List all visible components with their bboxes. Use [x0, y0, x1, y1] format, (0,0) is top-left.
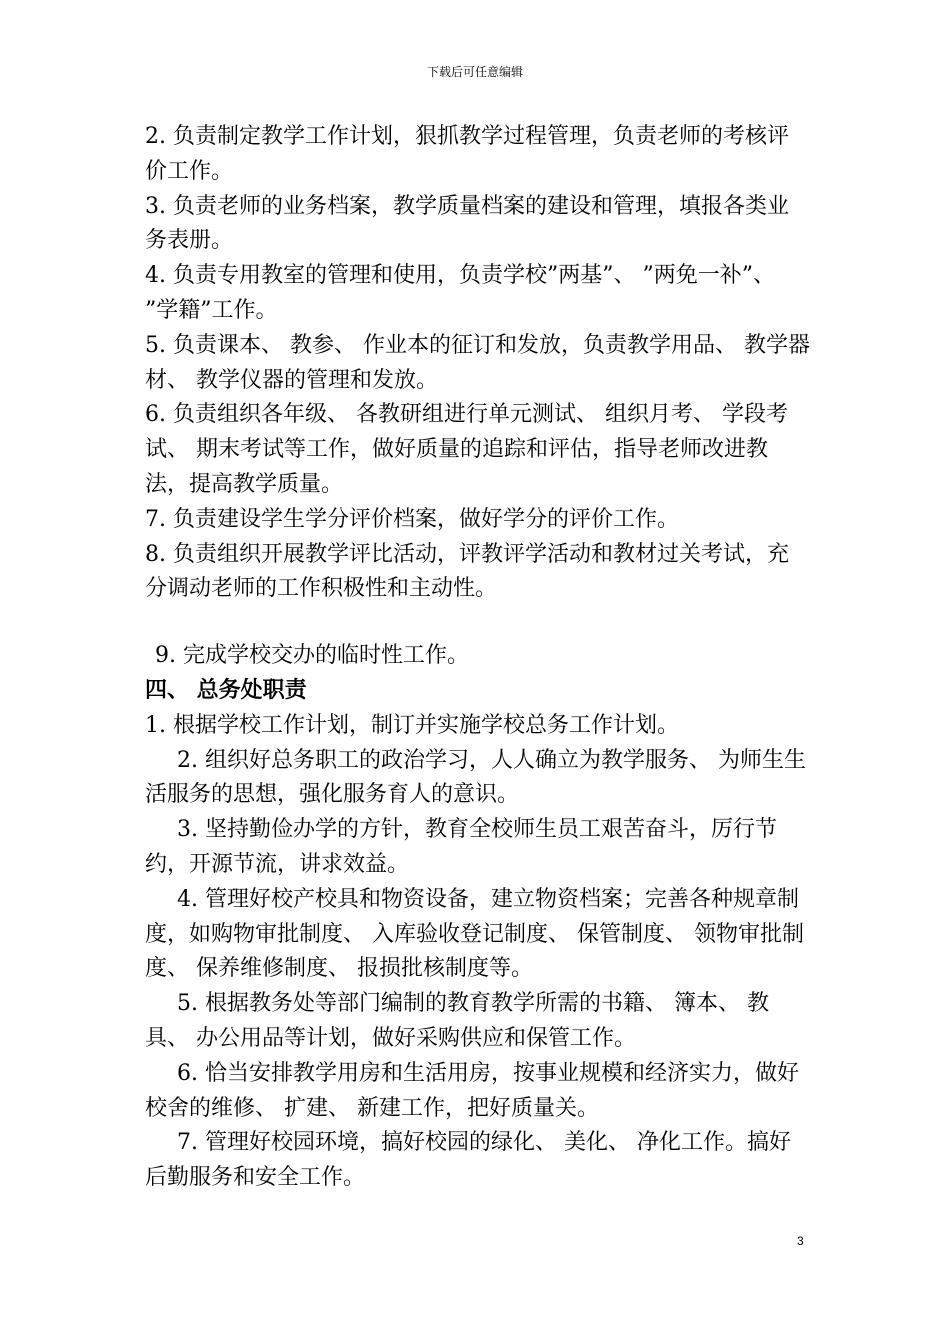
paragraph-gap	[145, 607, 810, 639]
duty-item-5: 5. 负责课本、 教参、 作业本的征订和发放，负责教学用品、 教学器材、 教学仪器的管理和发放。	[145, 332, 810, 393]
general-affairs-item-2: 2. 组织好总务职工的政治学习，人人确立为教学服务、 为师生生活服务的思想，强化服务育人的意识。	[145, 747, 806, 808]
duty-item-2: 2. 负责制定教学工作计划，狠抓教学过程管理，负责老师的考核评价工作。	[145, 124, 789, 184]
duty-item-4: 4. 负责专用教室的管理和使用，负责学校”两基”、 ”两免一补”、 ”学籍”工作。	[145, 263, 775, 323]
general-affairs-item-4: 4. 管理好校产校具和物资设备，建立物资档案；完善各种规章制度，如购物审批制度、 入库验收登记制度、 保管制度、 领物审批制度、 保养维修制度、 报损批核制度等。	[145, 886, 804, 982]
page-header: 下载后可任意编辑	[426, 65, 523, 79]
duty-item-8: 8. 负责组织开展教学评比活动，评教评学活动和教材过关考试，充分调动老师的工作积极性和主动性。	[145, 541, 789, 602]
duty-item-3: 3. 负责老师的业务档案，教学质量档案的建设和管理，填报各类业务表册。	[145, 193, 789, 254]
duty-item-9: 9. 完成学校交办的临时性工作。	[155, 643, 469, 669]
section-heading: 四、 总务处职责	[145, 677, 307, 703]
page-number: 3	[797, 1234, 804, 1248]
general-affairs-item-5: 5. 根据教务处等部门编制的教育教学所需的书籍、 簿本、 教具、 办公用品等计划，做好采购供应和保管工作。	[145, 991, 769, 1051]
general-affairs-item-7: 7. 管理好校园环境，搞好校园的绿化、 美化、 净化工作。搞好后勤服务和安全工作。	[145, 1130, 791, 1191]
general-affairs-item-3: 3. 坚持勤俭办学的方针，教育全校师生员工艰苦奋斗，厉行节约，开源节流，讲求效益。	[145, 817, 777, 877]
duty-item-7: 7. 负责建设学生学分评价档案，做好学分的评价工作。	[145, 506, 679, 532]
general-affairs-item-1: 1. 根据学校工作计划，制订并实施学校总务工作计划。	[145, 712, 679, 738]
document-body	[145, 120, 810, 1196]
duty-item-6: 6. 负责组织各年级、 各教研组进行单元测试、 组织月考、 学段考试、 期末考试等工作，做好质量的追踪和评估，指导老师改进教法，提高教学质量。	[145, 402, 788, 497]
general-affairs-item-6: 6. 恰当安排教学用房和生活用房，按事业规模和经济实力，做好校舍的维修、 扩建、 新建工作，把好质量关。	[145, 1060, 799, 1121]
